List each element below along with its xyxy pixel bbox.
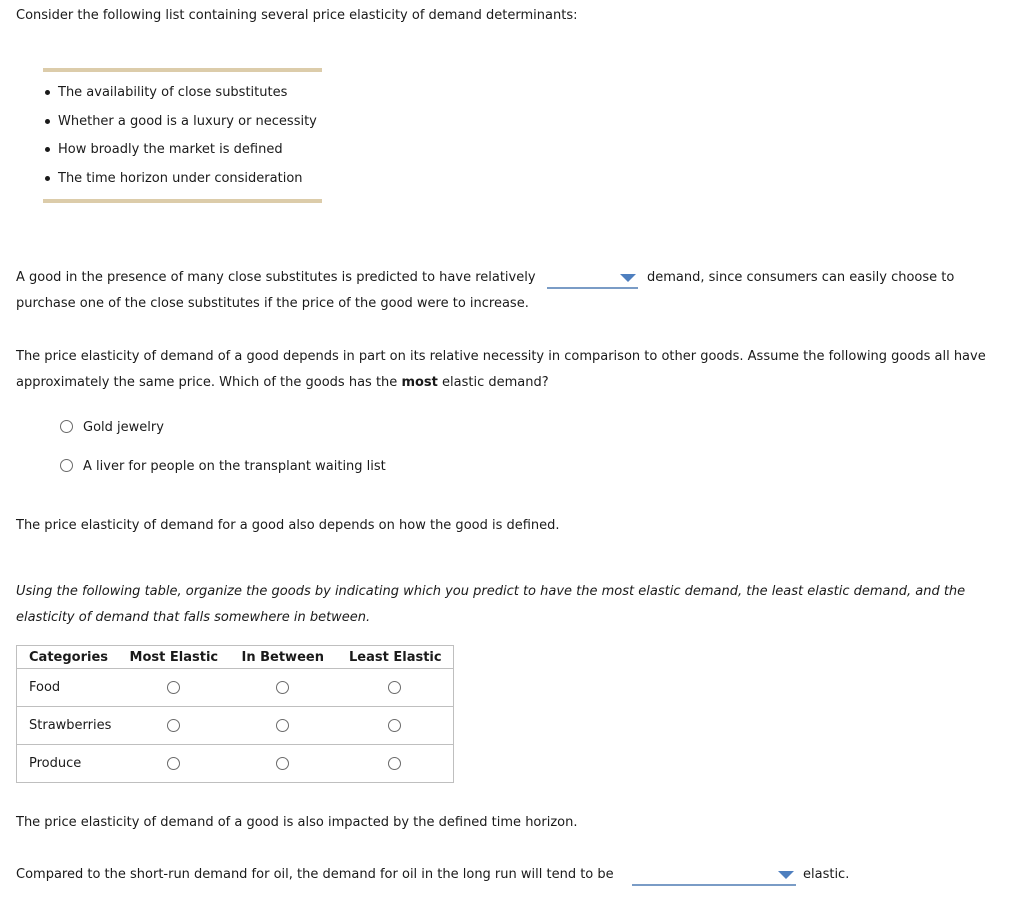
q1-text-line2: purchase one of the close substitutes if the price of the good were to increase. bbox=[16, 296, 529, 311]
table-header-row bbox=[17, 646, 454, 669]
chevron-down-icon bbox=[620, 274, 636, 282]
header-least-elastic: Least Elastic bbox=[349, 649, 442, 665]
q1-text-before: A good in the presence of many close substitutes is predicted to have relatively bbox=[16, 270, 536, 285]
q2-text-line2: approximately the same price. Which of the goods has the most elastic demand? bbox=[16, 375, 549, 390]
header-most-elastic: Most Elastic bbox=[129, 649, 219, 665]
table-row bbox=[17, 669, 454, 707]
option-label-gold-jewelry[interactable]: Gold jewelry bbox=[83, 420, 164, 435]
radio-produce-in-between[interactable] bbox=[276, 757, 289, 770]
radio-liver[interactable] bbox=[60, 459, 73, 472]
table-row bbox=[17, 745, 454, 783]
radio-food-most-elastic[interactable] bbox=[167, 681, 180, 694]
list-item: Whether a good is a luxury or necessity bbox=[43, 113, 317, 142]
q4-text-after: elastic. bbox=[803, 867, 850, 882]
q1-text-after: demand, since consumers can easily choose to bbox=[647, 270, 955, 285]
q3-instruction-line1: Using the following table, organize the goods by indicating which you predict to have the most elastic demand, the least elastic demand, and the bbox=[16, 584, 966, 599]
elasticity-table bbox=[16, 645, 454, 783]
q3-instruction-line2: elasticity of demand that falls somewhere in between. bbox=[16, 610, 371, 625]
top-divider bbox=[43, 68, 322, 72]
list-item: The availability of close substitutes bbox=[43, 84, 317, 113]
emphasis-most: most bbox=[401, 375, 438, 390]
radio-strawberries-in-between[interactable] bbox=[276, 719, 289, 732]
bullet-icon bbox=[45, 90, 50, 95]
header-categories: Categories bbox=[29, 649, 109, 665]
bottom-divider bbox=[43, 199, 322, 203]
radio-food-least-elastic[interactable] bbox=[388, 681, 401, 694]
row-label-food: Food bbox=[17, 669, 118, 707]
list-item: How broadly the market is defined bbox=[43, 141, 317, 170]
option-label-liver[interactable]: A liver for people on the transplant waiting list bbox=[83, 459, 386, 474]
radio-strawberries-least-elastic[interactable] bbox=[388, 719, 401, 732]
intro-text: Consider the following list containing several price elasticity of demand determinants: bbox=[16, 8, 578, 23]
q4-statement: The price elasticity of demand of a good is also impacted by the defined time horizon. bbox=[16, 815, 578, 830]
substitutes-elasticity-dropdown[interactable] bbox=[547, 269, 638, 289]
radio-food-in-between[interactable] bbox=[276, 681, 289, 694]
bullet-icon bbox=[45, 176, 50, 181]
radio-gold-jewelry[interactable] bbox=[60, 420, 73, 433]
q4-text-before: Compared to the short-run demand for oil, the demand for oil in the long run will tend to be bbox=[16, 867, 614, 882]
radio-strawberries-most-elastic[interactable] bbox=[167, 719, 180, 732]
bullet-icon bbox=[45, 147, 50, 152]
chevron-down-icon bbox=[778, 871, 794, 879]
long-run-elasticity-dropdown[interactable] bbox=[632, 866, 796, 886]
q2-text-line1: The price elasticity of demand of a good depends in part on its relative necessity in comparison to other goods. Assume the following goods all have bbox=[16, 349, 986, 364]
row-label-strawberries: Strawberries bbox=[17, 707, 118, 745]
table-row bbox=[17, 707, 454, 745]
radio-produce-most-elastic[interactable] bbox=[167, 757, 180, 770]
bullet-icon bbox=[45, 119, 50, 124]
radio-produce-least-elastic[interactable] bbox=[388, 757, 401, 770]
list-item: The time horizon under consideration bbox=[43, 170, 317, 199]
q3-statement: The price elasticity of demand for a good also depends on how the good is defined. bbox=[16, 518, 560, 533]
determinants-list bbox=[43, 84, 317, 198]
row-label-produce: Produce bbox=[17, 745, 118, 783]
header-in-between: In Between bbox=[241, 649, 324, 665]
